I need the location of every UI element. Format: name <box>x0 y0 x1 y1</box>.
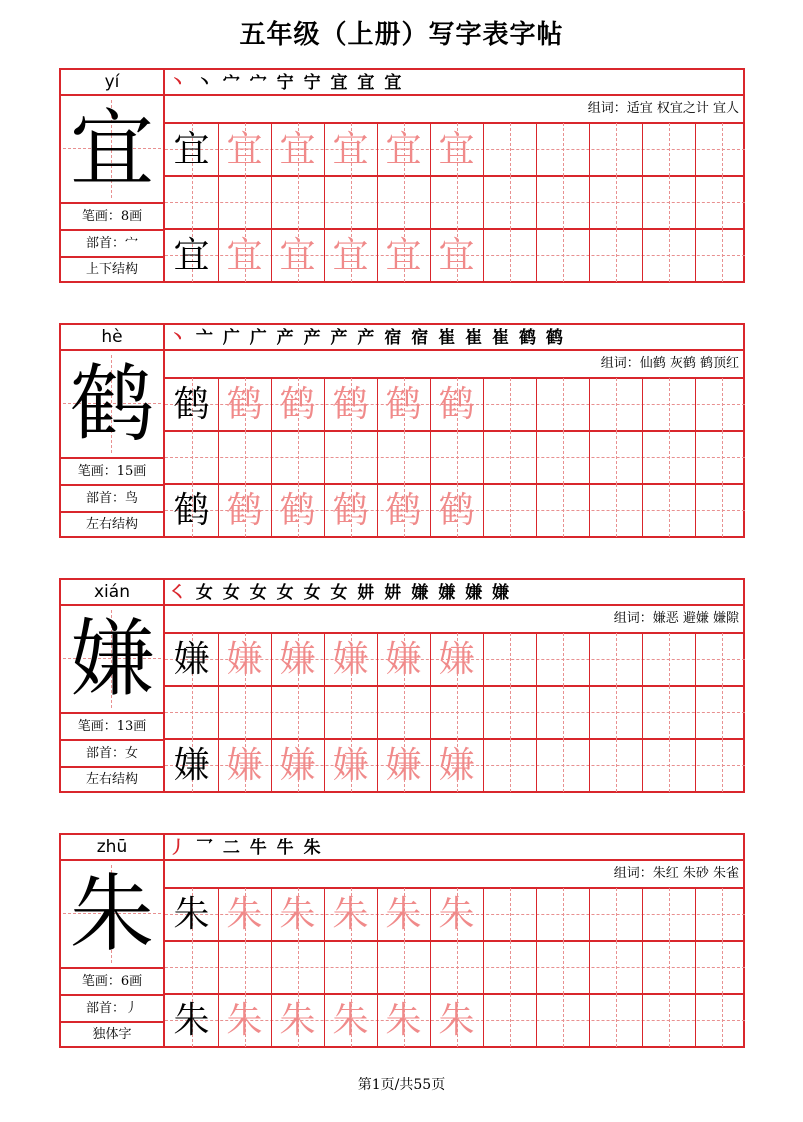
trace-character: 嫌 <box>385 639 422 680</box>
cell-line <box>351 176 352 229</box>
stroke-count-value: 15画 <box>116 464 147 479</box>
structure-type: 上下结构 <box>85 262 138 277</box>
stroke-order-sequence <box>169 71 403 95</box>
cell-line <box>722 739 723 792</box>
cell-line <box>722 378 723 431</box>
cell-line <box>245 431 246 484</box>
cell-line <box>695 941 696 994</box>
page-footer: 第1页/共55页 <box>357 1077 446 1093</box>
cell-line <box>536 378 537 431</box>
trace-character: 嫌 <box>226 639 263 680</box>
stroke-count-value: 6画 <box>120 974 143 989</box>
stroke-steps: 亠 广 广 产 产 产 产 宿 宿 崔 崔 崔 鹤 鹤 <box>195 328 565 348</box>
cell-line <box>510 123 511 176</box>
model-character: 宜 <box>173 235 210 276</box>
cell-line <box>536 686 537 739</box>
words-prefix: 组词： <box>587 101 627 116</box>
cell-line <box>457 431 458 484</box>
word-examples <box>601 351 739 377</box>
practice-row <box>165 123 745 176</box>
practice-row <box>165 739 745 792</box>
cell-line <box>642 888 643 941</box>
radical-prefix: 部首： <box>85 236 125 251</box>
trace-character: 朱 <box>332 894 369 935</box>
cell-line <box>457 941 458 994</box>
cell-line <box>404 176 405 229</box>
cell-line <box>430 686 431 739</box>
cell-line <box>483 229 484 282</box>
radical-value: 鸟 <box>125 491 139 506</box>
stroke-steps: 女 女 女 女 女 女 妌 妌 嫌 嫌 嫌 嫌 <box>195 583 512 603</box>
cell-line <box>669 229 670 282</box>
trace-character: 宜 <box>385 235 422 276</box>
cell-line <box>642 229 643 282</box>
model-character: 宜 <box>173 129 210 170</box>
cell-line <box>695 229 696 282</box>
cell-line <box>722 123 723 176</box>
large-character: 宜 <box>69 100 154 198</box>
cell-line <box>722 686 723 739</box>
cell-line <box>563 378 564 431</box>
stroke-count <box>59 969 165 995</box>
cell-line <box>483 739 484 792</box>
practice-row <box>165 229 745 282</box>
character-block <box>59 323 745 538</box>
cell-line <box>642 941 643 994</box>
cell-line <box>510 994 511 1047</box>
cell-line <box>563 633 564 686</box>
cell-line <box>695 994 696 1047</box>
character-block <box>59 578 745 793</box>
cell-line <box>642 633 643 686</box>
radical-prefix: 部首： <box>85 1001 125 1016</box>
cell-line <box>722 941 723 994</box>
radical-value: 丿 <box>125 1001 139 1016</box>
cell-line <box>271 686 272 739</box>
trace-character: 宜 <box>279 129 316 170</box>
cell-line <box>298 686 299 739</box>
stroke-count-prefix: 笔画： <box>77 464 117 479</box>
cell-line <box>642 123 643 176</box>
cell-line <box>616 229 617 282</box>
trace-character: 鹤 <box>279 384 316 425</box>
cell-line <box>589 229 590 282</box>
cell-line <box>536 633 537 686</box>
pinyin-label: xián <box>94 582 130 602</box>
cell-line <box>563 176 564 229</box>
trace-character: 朱 <box>279 894 316 935</box>
trace-character: 鹤 <box>332 384 369 425</box>
guide-line <box>165 967 745 968</box>
cell-line <box>642 739 643 792</box>
cell-line <box>298 176 299 229</box>
cell-line <box>351 686 352 739</box>
cell-line <box>642 431 643 484</box>
cell-line <box>669 888 670 941</box>
cell-line <box>510 888 511 941</box>
trace-character: 鹤 <box>438 384 475 425</box>
practice-row <box>165 888 745 941</box>
cell-line <box>218 176 219 229</box>
trace-character: 宜 <box>438 235 475 276</box>
cell-line <box>536 994 537 1047</box>
guide-line <box>165 457 745 458</box>
model-character: 朱 <box>173 894 210 935</box>
cell-line <box>695 739 696 792</box>
cell-line <box>589 739 590 792</box>
cell-line <box>192 431 193 484</box>
cell-line <box>616 739 617 792</box>
cell-line <box>457 176 458 229</box>
cell-line <box>510 633 511 686</box>
cell-line <box>483 888 484 941</box>
cell-line <box>483 686 484 739</box>
cell-line <box>589 941 590 994</box>
cell-line <box>695 431 696 484</box>
trace-character: 嫌 <box>438 745 475 786</box>
model-character: 鹤 <box>173 490 210 531</box>
blank-practice-row <box>165 176 745 229</box>
cell-line <box>192 176 193 229</box>
cell-line <box>483 378 484 431</box>
trace-character: 嫌 <box>279 745 316 786</box>
words-value: 嫌恶 避嫌 嫌隙 <box>652 611 739 626</box>
cell-line <box>245 686 246 739</box>
structure-type: 左右结构 <box>85 772 138 787</box>
stroke-order-sequence <box>169 836 323 860</box>
cell-line <box>510 484 511 537</box>
cell-line <box>589 484 590 537</box>
trace-character: 鹤 <box>279 490 316 531</box>
cell-line <box>377 431 378 484</box>
pinyin-label: zhū <box>96 837 128 857</box>
cell-line <box>218 686 219 739</box>
cell-line <box>510 176 511 229</box>
cell-line <box>642 176 643 229</box>
radical <box>59 486 165 512</box>
words-value: 仙鹤 灰鹤 鹤顶红 <box>639 356 739 371</box>
cell-line <box>669 739 670 792</box>
cell-line <box>298 941 299 994</box>
cell-line <box>616 633 617 686</box>
trace-character: 鹤 <box>226 490 263 531</box>
character-block <box>59 833 745 1048</box>
words-value: 适宜 权宜之计 宜人 <box>626 101 739 116</box>
cell-line <box>669 994 670 1047</box>
cell-line <box>192 941 193 994</box>
model-character: 朱 <box>173 1000 210 1041</box>
guide-line <box>165 712 745 713</box>
trace-character: 宜 <box>332 235 369 276</box>
cell-line <box>377 176 378 229</box>
cell-line <box>669 941 670 994</box>
cell-line <box>404 941 405 994</box>
cell-line <box>669 378 670 431</box>
cell-line <box>616 994 617 1047</box>
stroke-count-prefix: 笔画： <box>77 719 117 734</box>
cell-line <box>536 229 537 282</box>
large-character-box <box>59 351 165 457</box>
model-character: 鹤 <box>173 384 210 425</box>
cell-line <box>404 431 405 484</box>
blank-practice-row <box>165 686 745 739</box>
trace-character: 朱 <box>385 894 422 935</box>
cell-line <box>642 484 643 537</box>
trace-character: 朱 <box>226 1000 263 1041</box>
cell-line <box>589 123 590 176</box>
cell-line <box>510 229 511 282</box>
radical-value: 女 <box>125 746 139 761</box>
cell-line <box>404 686 405 739</box>
cell-line <box>483 633 484 686</box>
cell-line <box>324 686 325 739</box>
radical-prefix: 部首： <box>85 746 125 761</box>
trace-character: 宜 <box>226 235 263 276</box>
stroke-order-sequence <box>169 326 565 350</box>
cell-line <box>722 176 723 229</box>
cell-line <box>669 686 670 739</box>
cell-line <box>669 431 670 484</box>
trace-character: 嫌 <box>332 745 369 786</box>
stroke-first: 丿 <box>169 838 188 858</box>
words-value: 朱红 朱砂 朱雀 <box>652 866 739 881</box>
trace-character: 嫌 <box>279 639 316 680</box>
cell-line <box>695 888 696 941</box>
trace-character: 鹤 <box>332 490 369 531</box>
cell-line <box>589 378 590 431</box>
radical <box>59 996 165 1022</box>
trace-character: 朱 <box>332 1000 369 1041</box>
stroke-first: ㇛ <box>169 583 188 603</box>
cell-line <box>563 941 564 994</box>
cell-line <box>589 994 590 1047</box>
cell-line <box>430 941 431 994</box>
radical-value: 宀 <box>125 236 139 251</box>
trace-character: 鹤 <box>385 490 422 531</box>
practice-row <box>165 484 745 537</box>
page-title: 五年级（上册）写字表字帖 <box>239 20 564 50</box>
stroke-count <box>59 204 165 230</box>
cell-line <box>589 633 590 686</box>
cell-line <box>536 176 537 229</box>
stroke-count-prefix: 笔画： <box>81 209 121 224</box>
cell-line <box>510 686 511 739</box>
large-character-box <box>59 861 165 967</box>
trace-character: 嫌 <box>385 745 422 786</box>
words-prefix: 组词： <box>600 356 640 371</box>
words-prefix: 组词： <box>613 866 653 881</box>
trace-character: 宜 <box>438 129 475 170</box>
cell-line <box>722 994 723 1047</box>
cell-line <box>377 941 378 994</box>
trace-character: 鹤 <box>438 490 475 531</box>
cell-line <box>563 888 564 941</box>
cell-line <box>669 484 670 537</box>
cell-line <box>351 941 352 994</box>
cell-line <box>245 941 246 994</box>
cell-line <box>695 633 696 686</box>
cell-line <box>722 888 723 941</box>
cell-line <box>722 633 723 686</box>
cell-line <box>695 484 696 537</box>
cell-line <box>483 484 484 537</box>
large-character: 朱 <box>69 865 154 963</box>
stroke-count-value: 8画 <box>120 209 143 224</box>
cell-line <box>351 431 352 484</box>
cell-line <box>536 941 537 994</box>
cell-line <box>510 378 511 431</box>
cell-line <box>483 994 484 1047</box>
cell-line <box>563 229 564 282</box>
cell-line <box>642 378 643 431</box>
cell-line <box>483 176 484 229</box>
cell-line <box>510 739 511 792</box>
cell-line <box>245 176 246 229</box>
practice-row <box>165 378 745 431</box>
cell-line <box>563 994 564 1047</box>
character-block <box>59 68 745 283</box>
cell-line <box>536 431 537 484</box>
stroke-count-prefix: 笔画： <box>81 974 121 989</box>
trace-character: 朱 <box>279 1000 316 1041</box>
cell-line <box>616 123 617 176</box>
cell-line <box>483 941 484 994</box>
cell-line <box>589 431 590 484</box>
cell-line <box>218 431 219 484</box>
cell-line <box>192 686 193 739</box>
cell-line <box>510 941 511 994</box>
trace-character: 宜 <box>332 129 369 170</box>
cell-line <box>563 123 564 176</box>
cell-line <box>271 176 272 229</box>
cell-line <box>722 431 723 484</box>
stroke-count <box>59 459 165 485</box>
cell-line <box>324 431 325 484</box>
cell-line <box>616 484 617 537</box>
cell-line <box>642 686 643 739</box>
pinyin-label: yí <box>104 72 120 92</box>
word-examples <box>614 861 739 887</box>
word-examples <box>588 96 739 122</box>
structure-type: 独体字 <box>92 1027 132 1042</box>
trace-character: 朱 <box>438 894 475 935</box>
radical <box>59 741 165 767</box>
cell-line <box>218 941 219 994</box>
blank-practice-row <box>165 941 745 994</box>
trace-character: 鹤 <box>226 384 263 425</box>
word-examples <box>614 606 739 632</box>
trace-character: 朱 <box>385 1000 422 1041</box>
cell-line <box>324 176 325 229</box>
stroke-first: 丶 <box>169 328 188 348</box>
cell-line <box>510 431 511 484</box>
trace-character: 宜 <box>279 235 316 276</box>
cell-line <box>377 686 378 739</box>
pinyin-label: hè <box>101 327 123 347</box>
stroke-count <box>59 714 165 740</box>
cell-line <box>695 686 696 739</box>
cell-line <box>536 888 537 941</box>
trace-character: 嫌 <box>332 639 369 680</box>
cell-line <box>483 431 484 484</box>
cell-line <box>722 484 723 537</box>
cell-line <box>642 994 643 1047</box>
cell-line <box>616 888 617 941</box>
large-character-box <box>59 606 165 712</box>
practice-row <box>165 633 745 686</box>
cell-line <box>271 941 272 994</box>
cell-line <box>589 888 590 941</box>
model-character: 嫌 <box>173 745 210 786</box>
model-character: 嫌 <box>173 639 210 680</box>
large-character-box <box>59 96 165 202</box>
structure-type: 左右结构 <box>85 517 138 532</box>
trace-character: 朱 <box>226 894 263 935</box>
cell-line <box>324 941 325 994</box>
cell-line <box>298 431 299 484</box>
cell-line <box>563 739 564 792</box>
cell-line <box>483 123 484 176</box>
cell-line <box>695 378 696 431</box>
cell-line <box>589 686 590 739</box>
cell-line <box>536 484 537 537</box>
cell-line <box>430 176 431 229</box>
cell-line <box>430 431 431 484</box>
cell-line <box>563 431 564 484</box>
cell-line <box>616 431 617 484</box>
cell-line <box>457 686 458 739</box>
large-character: 嫌 <box>69 610 154 708</box>
trace-character: 朱 <box>438 1000 475 1041</box>
cell-line <box>669 176 670 229</box>
practice-row <box>165 994 745 1047</box>
cell-line <box>695 123 696 176</box>
large-character: 鹤 <box>69 355 154 453</box>
trace-character: 嫌 <box>438 639 475 680</box>
cell-line <box>536 123 537 176</box>
cell-line <box>271 431 272 484</box>
trace-character: 宜 <box>226 129 263 170</box>
trace-character: 宜 <box>385 129 422 170</box>
blank-practice-row <box>165 431 745 484</box>
stroke-order-sequence <box>169 581 511 605</box>
stroke-count-value: 13画 <box>116 719 147 734</box>
cell-line <box>695 176 696 229</box>
trace-character: 鹤 <box>385 384 422 425</box>
stroke-steps: 丶 宀 宀 宁 宁 宜 宜 宜 <box>195 73 404 93</box>
cell-line <box>669 633 670 686</box>
stroke-first: 丶 <box>169 73 188 93</box>
stroke-steps: 乛 二 牛 牛 朱 <box>195 838 323 858</box>
cell-line <box>616 176 617 229</box>
cell-line <box>589 176 590 229</box>
radical <box>59 231 165 257</box>
guide-line <box>165 202 745 203</box>
cell-line <box>563 484 564 537</box>
cell-line <box>616 686 617 739</box>
trace-character: 嫌 <box>226 745 263 786</box>
cell-line <box>616 941 617 994</box>
radical-prefix: 部首： <box>85 491 125 506</box>
cell-line <box>563 686 564 739</box>
cell-line <box>536 739 537 792</box>
cell-line <box>669 123 670 176</box>
cell-line <box>722 229 723 282</box>
cell-line <box>616 378 617 431</box>
words-prefix: 组词： <box>613 611 653 626</box>
